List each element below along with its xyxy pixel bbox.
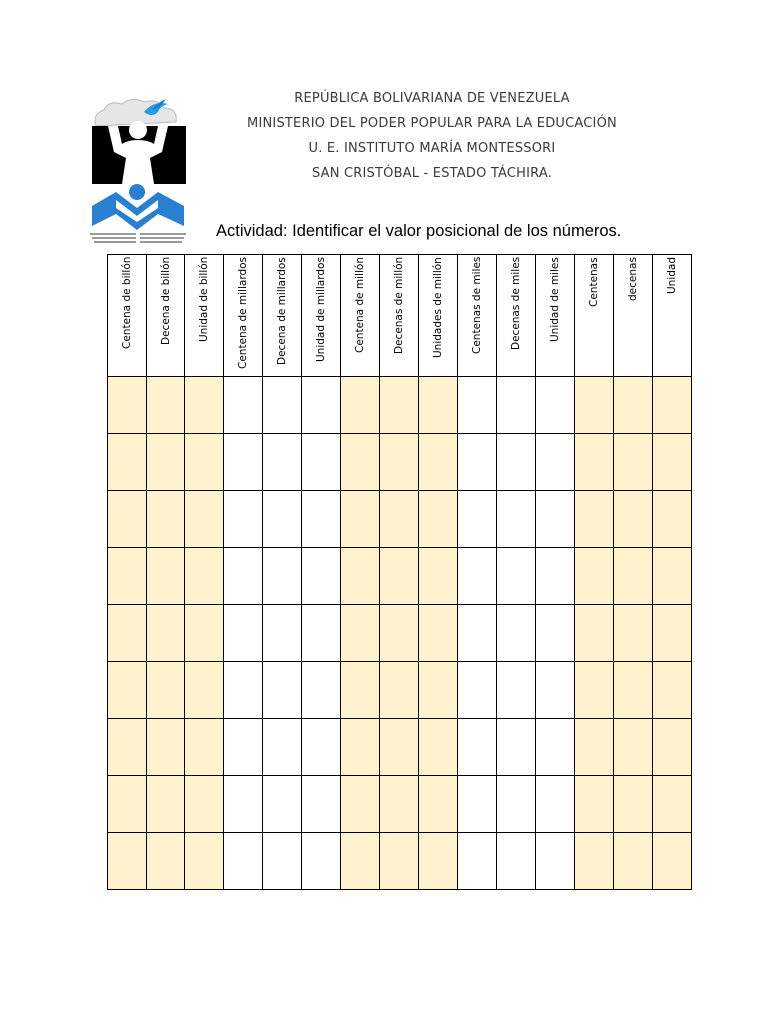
- table-cell[interactable]: [458, 548, 497, 605]
- table-cell[interactable]: [419, 605, 458, 662]
- column-header-label: Unidad de billón: [198, 257, 210, 343]
- table-cell[interactable]: [224, 548, 263, 605]
- table-cell[interactable]: [224, 776, 263, 833]
- table-cell[interactable]: [224, 377, 263, 434]
- table-cell[interactable]: [185, 776, 224, 833]
- table-cell[interactable]: [536, 719, 575, 776]
- table-cell[interactable]: [536, 833, 575, 890]
- column-header: [380, 255, 419, 377]
- table-cell[interactable]: [614, 776, 653, 833]
- table-cell[interactable]: [497, 719, 536, 776]
- table-cell[interactable]: [458, 605, 497, 662]
- table-cell[interactable]: [575, 719, 614, 776]
- table-row: [108, 833, 692, 890]
- table-cell[interactable]: [108, 662, 147, 719]
- header-country: REPÚBLICA BOLIVARIANA DE VENEZUELA: [294, 91, 570, 106]
- column-header: [302, 255, 341, 377]
- column-header-label: Unidad: [666, 257, 678, 295]
- table-cell[interactable]: [419, 776, 458, 833]
- table-cell[interactable]: [108, 776, 147, 833]
- table-cell[interactable]: [614, 491, 653, 548]
- table-cell[interactable]: [458, 491, 497, 548]
- table-row: [108, 776, 692, 833]
- column-header: [224, 255, 263, 377]
- table-cell[interactable]: [575, 377, 614, 434]
- column-header-label: Centena de millón: [354, 257, 366, 353]
- table-cell[interactable]: [108, 719, 147, 776]
- table-cell[interactable]: [147, 605, 185, 662]
- table-cell[interactable]: [147, 377, 185, 434]
- table-cell[interactable]: [341, 434, 380, 491]
- table-cell[interactable]: [108, 491, 147, 548]
- column-header: [575, 255, 614, 377]
- table-cell[interactable]: [185, 833, 224, 890]
- table-row: [108, 605, 692, 662]
- column-header-label: Decena de billón: [159, 257, 172, 346]
- table-cell[interactable]: [185, 719, 224, 776]
- table-cell[interactable]: [614, 605, 653, 662]
- table-cell[interactable]: [458, 377, 497, 434]
- column-header-label: Unidad de miles: [549, 257, 561, 342]
- column-header: [147, 255, 185, 377]
- place-value-table: [107, 254, 692, 890]
- table-cell[interactable]: [380, 605, 419, 662]
- table-cell[interactable]: [302, 491, 341, 548]
- table-cell[interactable]: [224, 605, 263, 662]
- table-cell[interactable]: [653, 491, 692, 548]
- table-cell[interactable]: [224, 662, 263, 719]
- table-row: [108, 434, 692, 491]
- table-cell[interactable]: [458, 434, 497, 491]
- table-cell[interactable]: [497, 776, 536, 833]
- column-header: [185, 255, 224, 377]
- column-header-label: Centenas: [588, 257, 600, 307]
- table-cell[interactable]: [653, 662, 692, 719]
- table-cell[interactable]: [185, 548, 224, 605]
- column-header-label: Centena de billón: [121, 257, 133, 350]
- table-cell[interactable]: [458, 833, 497, 890]
- table-cell[interactable]: [147, 776, 185, 833]
- table-cell[interactable]: [497, 548, 536, 605]
- table-cell[interactable]: [380, 434, 419, 491]
- table-cell[interactable]: [380, 548, 419, 605]
- table-cell[interactable]: [108, 605, 147, 662]
- table-cell[interactable]: [108, 548, 147, 605]
- table-cell[interactable]: [147, 434, 185, 491]
- table-cell[interactable]: [108, 833, 147, 890]
- table-header-row: [108, 255, 692, 377]
- column-header-label: Decenas de millón: [393, 257, 405, 355]
- table-cell[interactable]: [147, 491, 185, 548]
- table-cell[interactable]: [419, 662, 458, 719]
- table-cell[interactable]: [380, 662, 419, 719]
- table-cell[interactable]: [341, 662, 380, 719]
- table-cell[interactable]: [341, 719, 380, 776]
- table-cell[interactable]: [341, 833, 380, 890]
- table-cell[interactable]: [653, 377, 692, 434]
- table-cell[interactable]: [575, 776, 614, 833]
- table-cell[interactable]: [185, 377, 224, 434]
- table-cell[interactable]: [653, 776, 692, 833]
- table-cell[interactable]: [341, 491, 380, 548]
- table-cell[interactable]: [302, 377, 341, 434]
- table-cell[interactable]: [458, 662, 497, 719]
- column-header: [108, 255, 147, 377]
- column-header: [614, 255, 653, 377]
- table-cell[interactable]: [575, 605, 614, 662]
- table-cell[interactable]: [419, 719, 458, 776]
- table-cell[interactable]: [108, 377, 147, 434]
- column-header: [419, 255, 458, 377]
- table-cell[interactable]: [147, 833, 185, 890]
- table-cell[interactable]: [380, 776, 419, 833]
- table-cell[interactable]: [380, 833, 419, 890]
- column-header-label: decenas: [627, 257, 639, 301]
- table-cell[interactable]: [108, 434, 147, 491]
- column-header: [653, 255, 692, 377]
- column-header: [497, 255, 536, 377]
- table-cell[interactable]: [263, 662, 302, 719]
- column-header-label: Unidades de millón: [432, 257, 444, 358]
- table-cell[interactable]: [497, 434, 536, 491]
- header-location: SAN CRISTÓBAL - ESTADO TÁCHIRA.: [311, 166, 553, 181]
- table-cell[interactable]: [497, 377, 536, 434]
- table-cell[interactable]: [263, 491, 302, 548]
- table-cell[interactable]: [614, 548, 653, 605]
- table-cell[interactable]: [575, 662, 614, 719]
- table-cell[interactable]: [419, 491, 458, 548]
- table-cell[interactable]: [224, 434, 263, 491]
- table-cell[interactable]: [147, 719, 185, 776]
- table-cell[interactable]: [575, 833, 614, 890]
- table-cell[interactable]: [224, 491, 263, 548]
- table-row: [108, 377, 692, 434]
- column-header-label: Centenas de miles: [471, 257, 483, 355]
- table-cell[interactable]: [302, 548, 341, 605]
- table-cell[interactable]: [185, 662, 224, 719]
- table-row: [108, 548, 692, 605]
- table-row: [108, 491, 692, 548]
- table-cell[interactable]: [497, 662, 536, 719]
- column-header-label: Centena de millardos: [237, 257, 249, 370]
- activity-title: Actividad: Identificar el valor posicional de los números.: [216, 222, 622, 240]
- column-header-label: Unidad de millardos: [315, 257, 327, 362]
- table-cell[interactable]: [536, 548, 575, 605]
- table-cell[interactable]: [263, 377, 302, 434]
- table-cell[interactable]: [536, 434, 575, 491]
- table-cell[interactable]: [614, 377, 653, 434]
- table-cell[interactable]: [341, 776, 380, 833]
- table-cell[interactable]: [614, 719, 653, 776]
- table-cell[interactable]: [185, 434, 224, 491]
- table-cell[interactable]: [302, 719, 341, 776]
- column-header-label: Decena de millardos: [276, 257, 288, 365]
- table-cell[interactable]: [380, 719, 419, 776]
- table-cell[interactable]: [536, 605, 575, 662]
- table-cell[interactable]: [263, 719, 302, 776]
- table-cell[interactable]: [653, 719, 692, 776]
- table-cell[interactable]: [614, 434, 653, 491]
- table-cell[interactable]: [497, 833, 536, 890]
- table-cell[interactable]: [224, 719, 263, 776]
- table-cell[interactable]: [302, 605, 341, 662]
- table-cell[interactable]: [653, 548, 692, 605]
- column-header-label: Decenas de miles: [510, 257, 522, 351]
- table-cell[interactable]: [419, 548, 458, 605]
- table-cell[interactable]: [263, 548, 302, 605]
- table-cell[interactable]: [536, 377, 575, 434]
- table-cell[interactable]: [380, 377, 419, 434]
- table-cell[interactable]: [380, 491, 419, 548]
- table-cell[interactable]: [341, 548, 380, 605]
- table-cell[interactable]: [147, 548, 185, 605]
- column-header: [263, 255, 302, 377]
- table-cell[interactable]: [536, 491, 575, 548]
- table-row: [108, 719, 692, 776]
- column-header: [341, 255, 380, 377]
- table-cell[interactable]: [458, 776, 497, 833]
- table-cell[interactable]: [341, 377, 380, 434]
- table-cell[interactable]: [263, 434, 302, 491]
- table-cell[interactable]: [536, 776, 575, 833]
- table-cell[interactable]: [302, 662, 341, 719]
- header-ministry: MINISTERIO DEL PODER POPULAR PARA LA EDUCACIÓN: [247, 116, 617, 131]
- table-cell[interactable]: [185, 605, 224, 662]
- table-cell[interactable]: [263, 833, 302, 890]
- table-cell[interactable]: [497, 605, 536, 662]
- column-header: [458, 255, 497, 377]
- table-cell[interactable]: [614, 662, 653, 719]
- table-cell[interactable]: [497, 491, 536, 548]
- table-cell[interactable]: [185, 491, 224, 548]
- table-cell[interactable]: [341, 605, 380, 662]
- table-cell[interactable]: [302, 776, 341, 833]
- table-row: [108, 662, 692, 719]
- table-cell[interactable]: [536, 662, 575, 719]
- table-cell[interactable]: [224, 833, 263, 890]
- table-cell[interactable]: [653, 833, 692, 890]
- school-logo: [88, 96, 190, 244]
- table-cell[interactable]: [575, 434, 614, 491]
- column-header: [536, 255, 575, 377]
- header-school: U. E. INSTITUTO MARÍA MONTESSORI: [308, 141, 556, 156]
- table-cell[interactable]: [575, 491, 614, 548]
- table-cell[interactable]: [419, 377, 458, 434]
- table-cell[interactable]: [419, 833, 458, 890]
- table-cell[interactable]: [302, 833, 341, 890]
- table-cell[interactable]: [653, 434, 692, 491]
- table-cell[interactable]: [458, 719, 497, 776]
- table-cell[interactable]: [302, 434, 341, 491]
- table-cell[interactable]: [147, 662, 185, 719]
- table-cell[interactable]: [614, 833, 653, 890]
- table-cell[interactable]: [419, 434, 458, 491]
- table-cell[interactable]: [575, 548, 614, 605]
- table-cell[interactable]: [263, 605, 302, 662]
- table-cell[interactable]: [653, 605, 692, 662]
- table-cell[interactable]: [263, 776, 302, 833]
